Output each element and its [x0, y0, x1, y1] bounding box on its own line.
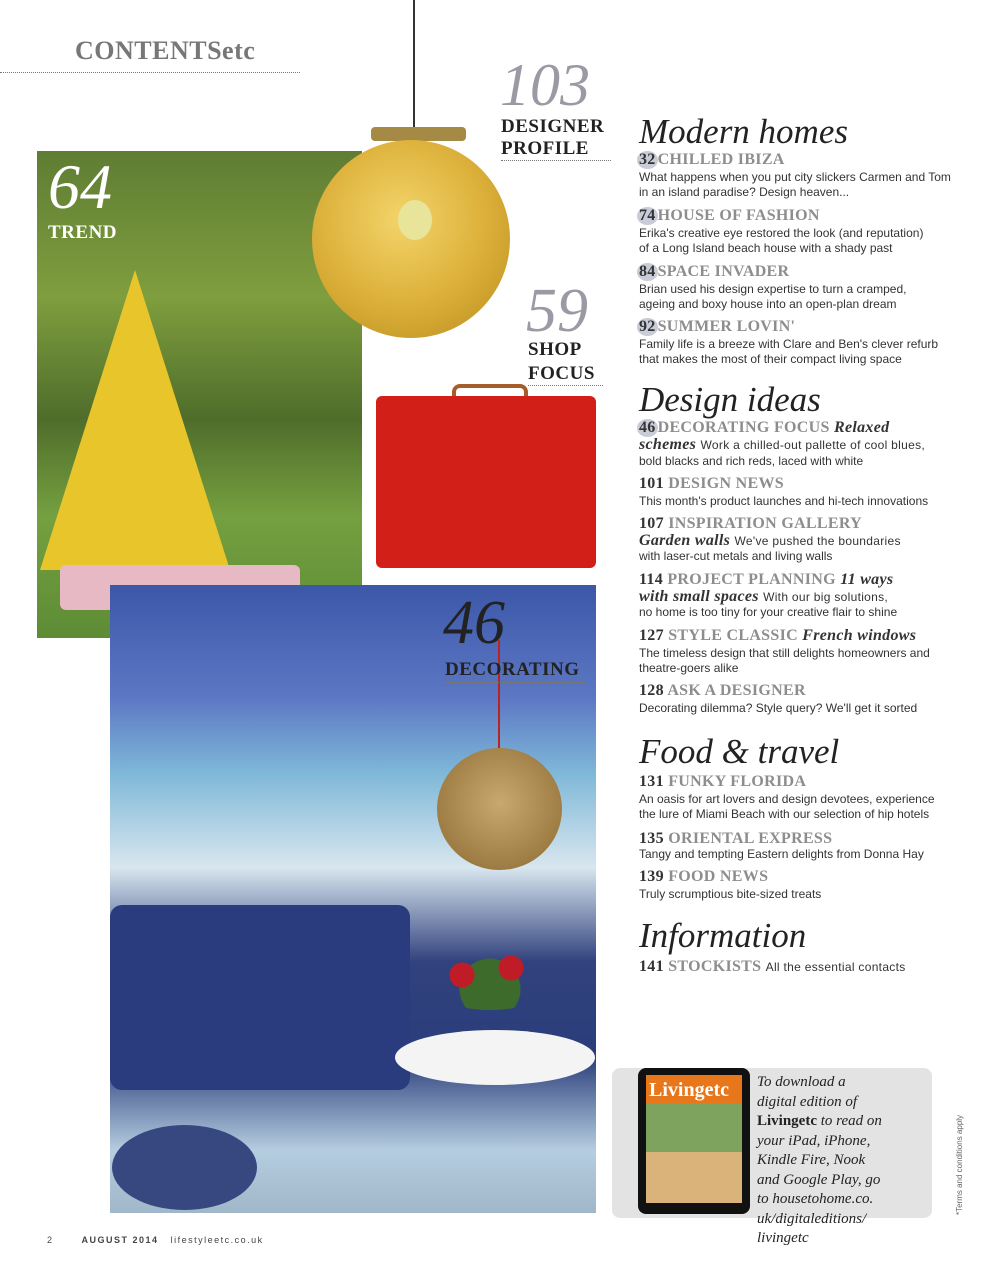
toc-item-desc-line1: We've pushed the boundaries [734, 534, 901, 548]
toc-item-title[interactable] [639, 830, 832, 848]
toc-item-desc-line1: Tangy and tempting Eastern delights from Donna Hay [639, 847, 924, 861]
toc-item-title[interactable] [637, 419, 889, 437]
designer-label-line1: DESIGNER [501, 116, 605, 137]
decorating-page-number: 46 [443, 589, 505, 657]
toc-item-subtitle [639, 436, 925, 454]
shop-label-line1: SHOP [528, 339, 582, 360]
item-title-italic: French windows [802, 627, 917, 644]
toc-item-title[interactable] [639, 627, 916, 645]
promo-line: digital edition of [757, 1093, 857, 1110]
page-number: 32 [639, 151, 656, 168]
item-title-text: FOOD NEWS [668, 868, 769, 885]
item-subtitle-italic: with small spaces [639, 588, 759, 605]
item-title-text: FUNKY FLORIDA [668, 773, 807, 790]
section-heading-modern-homes: Modern homes [639, 112, 848, 151]
item-title-text: ASK A DESIGNER [667, 682, 806, 699]
page-number: 107 [639, 515, 664, 532]
rattan-pendant-illustration [437, 748, 562, 870]
tepee-illustration [40, 270, 230, 570]
toc-item-desc-line2: in an island paradise? Design heaven... [639, 185, 850, 199]
decorating-label: DECORATING [445, 659, 580, 680]
lamp-cord [413, 0, 415, 130]
toc-item-title[interactable] [639, 773, 806, 791]
toc-item-desc-line1: Work a chilled-out pallette of cool blues, [700, 438, 926, 452]
item-title-text: ORIENTAL EXPRESS [668, 830, 833, 847]
toc-item-title[interactable] [637, 207, 820, 225]
page-number: 135 [639, 830, 664, 847]
toc-item-desc-line1: All the essential contacts [765, 960, 906, 974]
footer-page-number: 2 [47, 1235, 54, 1245]
toc-item-desc-line1: Brian used his design expertise to turn a cramped, [639, 282, 907, 296]
toc-item-desc-line2: the lure of Miami Beach with our selection of hip hotels [639, 807, 930, 821]
promo-line-text: to read on [820, 1113, 882, 1129]
promo-line: and Google Play, go [757, 1171, 881, 1188]
promo-line: to housetohome.co. [757, 1191, 874, 1207]
section-heading-design-ideas: Design ideas [639, 380, 821, 419]
shop-divider [528, 385, 603, 386]
toc-item-title[interactable] [639, 682, 806, 700]
page-number: 127 [639, 627, 664, 644]
lamp-cap [371, 127, 466, 141]
shop-page-number: 59 [526, 277, 588, 345]
pouf-illustration [112, 1125, 257, 1210]
toc-item-title[interactable] [639, 868, 768, 886]
toc-item-desc-line1: What happens when you put city slickers Carmen and Tom [639, 170, 951, 184]
page-title: CONTENTSetc [75, 36, 256, 65]
toc-item-desc-line1: Truly scrumptious bite-sized treats [639, 887, 822, 901]
toc-item-desc-line2: with laser-cut metals and living walls [639, 549, 833, 563]
toc-item-desc-line2: ageing and boxy house into an open-plan dream [639, 297, 897, 311]
toc-item-desc-line1: Decorating dilemma? Style query? We'll get it sorted [639, 701, 918, 715]
item-title-text: DESIGN NEWS [668, 475, 784, 492]
page-number: 128 [639, 682, 664, 699]
section-heading-food-travel: Food & travel [639, 732, 840, 771]
item-title-text: INSPIRATION GALLERY [668, 515, 862, 532]
toc-item-desc-line2: that makes the most of their compact living space [639, 352, 902, 366]
digital-edition-promo[interactable] [757, 1073, 927, 1249]
item-title-text: DECORATING FOCUS [657, 419, 830, 436]
header-divider [0, 72, 300, 73]
toc-item-desc-line1: An oasis for art lovers and design devotees, experience [639, 792, 935, 806]
item-title-text: SPACE INVADER [657, 263, 790, 280]
toc-item-subtitle [639, 588, 888, 606]
promo-line: your iPad, iPhone, [757, 1132, 871, 1149]
toc-item-desc-line1: With our big solutions, [763, 590, 889, 604]
bulb-illustration [398, 200, 432, 240]
toc-item-title[interactable] [637, 151, 785, 169]
item-subtitle-italic: schemes [639, 436, 697, 453]
toc-item-desc-line2: no home is too tiny for your creative flair to shine [639, 605, 898, 619]
red-suitcase-illustration [376, 396, 596, 568]
footer-url[interactable]: lifestyleetc.co.uk [170, 1235, 264, 1245]
shop-label-line2: FOCUS [528, 363, 595, 384]
tablet-cover-logo: Livingetc [649, 1079, 729, 1101]
sofa-illustration [110, 905, 410, 1090]
page-number: 141 [639, 958, 664, 975]
toc-item-desc-line1: This month's product launches and hi-tech innovations [639, 494, 929, 508]
toc-item-desc-line1: Family life is a breeze with Clare and Ben's clever refurb [639, 337, 939, 351]
promo-brand: Livingetc [757, 1113, 817, 1129]
page-number: 139 [639, 868, 664, 885]
designer-label-line2: PROFILE [501, 138, 589, 159]
toc-item-desc-line2: bold blacks and rich reds, laced with white [639, 454, 864, 468]
toc-item-desc-line2: theatre-goers alike [639, 661, 739, 675]
page-number: 101 [639, 475, 664, 492]
toc-item-subtitle [639, 532, 901, 550]
designer-divider [501, 160, 611, 161]
terms-note: *Terms and conditions apply [955, 1114, 964, 1215]
item-title-text: SUMMER LOVIN' [657, 318, 796, 335]
item-title-text: HOUSE OF FASHION [657, 207, 820, 224]
item-title-text: STYLE CLASSIC [668, 627, 798, 644]
toc-item-title[interactable] [637, 318, 795, 336]
promo-line: Kindle Fire, Nook [757, 1152, 866, 1168]
toc-item-title[interactable] [639, 571, 893, 589]
promo-line: livingetc [757, 1230, 809, 1246]
designer-page-number: 103 [500, 52, 590, 118]
toc-item-desc-line1: Erika's creative eye restored the look (and reputation) [639, 226, 924, 240]
trend-page-number: 64 [48, 151, 112, 222]
flowers-illustration [420, 940, 560, 1010]
item-title-text: STOCKISTS [668, 958, 762, 975]
page-number: 92 [639, 318, 656, 335]
toc-item-desc-line2: of a Long Island beach house with a shady past [639, 241, 893, 255]
toc-item-title[interactable] [639, 475, 784, 493]
page-number: 84 [639, 263, 656, 280]
section-heading-information: Information [639, 916, 807, 955]
page-number: 114 [639, 571, 664, 588]
item-title-text: PROJECT PLANNING [667, 571, 836, 588]
coffee-table-illustration [395, 1030, 595, 1085]
item-title-italic: Relaxed [834, 419, 890, 436]
page-number: 46 [639, 419, 656, 436]
item-subtitle-italic: Garden walls [639, 532, 731, 549]
page-footer [47, 1235, 264, 1245]
item-title-text: CHILLED IBIZA [657, 151, 785, 168]
toc-item-title[interactable] [639, 958, 906, 976]
item-title-italic: 11 ways [840, 571, 894, 588]
toc-item-desc-line1: The timeless design that still delights homeowners and [639, 646, 930, 660]
page-number: 131 [639, 773, 664, 790]
promo-line: To download a [757, 1074, 846, 1090]
toc-item-title[interactable] [639, 515, 862, 533]
decorating-divider [445, 682, 585, 683]
trend-label: TREND [48, 222, 118, 243]
toc-item-title[interactable] [637, 263, 789, 281]
footer-issue: AUGUST 2014 [81, 1235, 159, 1245]
promo-line [757, 1112, 927, 1132]
promo-line: uk/digitaleditions/ [757, 1210, 867, 1227]
page-number: 74 [639, 207, 656, 224]
